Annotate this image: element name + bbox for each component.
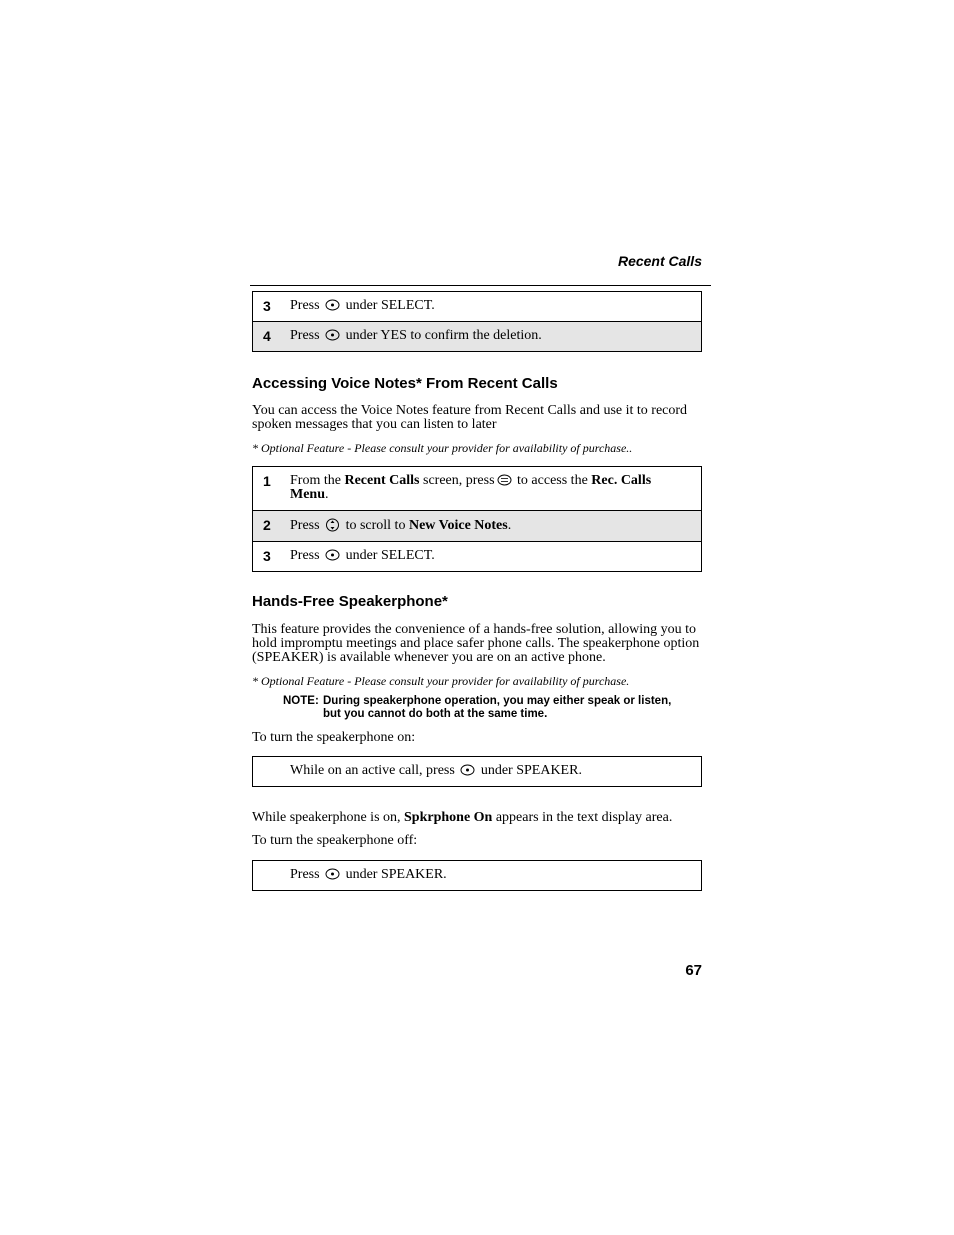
note-line-1: During speakerphone operation, you may either speak or listen, xyxy=(323,695,672,707)
note-line-2: but you cannot do both at the same time. xyxy=(323,708,548,720)
step-text-c: screen, press xyxy=(419,473,495,488)
step-text xyxy=(287,292,702,322)
steps-table-delete xyxy=(252,291,702,352)
box-text-pre: Press xyxy=(290,867,320,882)
section-heading-speakerphone: Hands-Free Speakerphone* xyxy=(252,593,448,610)
table-row xyxy=(253,322,702,352)
speakerphone-footnote: * Optional Feature - Please consult your provider for availability of purchase. xyxy=(252,674,630,688)
select-key-icon xyxy=(325,299,340,311)
select-key-icon xyxy=(460,764,475,776)
step-number: 2 xyxy=(253,511,288,542)
table-row xyxy=(253,467,702,511)
box-text-post: under SPEAKER. xyxy=(345,867,447,882)
voice-notes-footnote: * Optional Feature - Please consult your provider for availability of purchase.. xyxy=(252,441,633,455)
section-heading-voice-notes: Accessing Voice Notes* From Recent Calls xyxy=(252,375,558,392)
step-text-e: . xyxy=(325,487,329,502)
select-key-icon xyxy=(325,329,340,341)
navigation-key-icon xyxy=(325,518,340,532)
step-number: 4 xyxy=(253,322,288,352)
step-text-mid: to scroll to xyxy=(342,518,409,533)
step-text xyxy=(287,322,702,352)
status-text-bold: Spkrphone On xyxy=(404,810,493,825)
step-number: 3 xyxy=(253,542,288,572)
step-text-pre: Press xyxy=(290,298,320,313)
step-text-a: From the xyxy=(290,473,345,488)
step-text-post: under SELECT. xyxy=(345,298,435,313)
select-key-icon xyxy=(325,549,340,561)
step-number: 1 xyxy=(253,467,288,511)
table-row xyxy=(253,542,702,572)
step-text-bold: Recent Calls xyxy=(344,473,420,488)
table-row xyxy=(253,511,702,542)
step-text-pre: Press xyxy=(290,548,320,563)
box-text-post: under SPEAKER. xyxy=(480,763,582,778)
note-block xyxy=(283,695,713,721)
turn-off-box xyxy=(252,860,702,891)
turn-off-instruction: To turn the speakerphone off: xyxy=(252,833,418,848)
steps-table-voice-notes xyxy=(252,466,702,572)
page-number: 67 xyxy=(685,962,702,979)
step-text xyxy=(287,511,702,542)
select-key-icon xyxy=(325,868,340,880)
step-text-pre: Press xyxy=(290,518,320,533)
step-number: 3 xyxy=(253,292,288,322)
step-text-bold: Rec. Calls Menu xyxy=(290,473,652,502)
step-text-post: . xyxy=(507,518,512,533)
status-text-pre: While speakerphone is on, xyxy=(252,810,405,825)
speakerphone-status-text xyxy=(252,811,704,825)
header-rule xyxy=(250,285,711,286)
speakerphone-body: This feature provides the convenience of a hands-free solution, allowing you to hold impromptu meetings and place safer phone calls. The speakerphone option (SPEAKER) is available whenever you are on an active phone. xyxy=(252,622,700,665)
step-text-bold: New Voice Notes xyxy=(408,518,508,533)
table-row xyxy=(253,292,702,322)
status-text-post: appears in the text display area. xyxy=(492,810,673,825)
voice-notes-body: You can access the Voice Notes feature from Recent Calls and use it to record spoken messages that you can listen to later xyxy=(252,403,688,432)
step-text-pre: Press xyxy=(290,328,320,343)
box-text-pre: While on an active call, press xyxy=(290,763,455,778)
step-text-post: under SELECT. xyxy=(345,548,435,563)
turn-on-instruction: To turn the speakerphone on: xyxy=(252,730,416,745)
step-text-post: under YES to confirm the deletion. xyxy=(345,328,542,343)
step-text-d: to access the xyxy=(513,473,592,488)
step-text xyxy=(287,467,702,511)
step-text xyxy=(287,542,702,572)
turn-on-box xyxy=(252,756,702,787)
menu-key-icon xyxy=(497,474,512,486)
note-label: NOTE: xyxy=(283,695,319,707)
running-header: Recent Calls xyxy=(617,253,702,269)
